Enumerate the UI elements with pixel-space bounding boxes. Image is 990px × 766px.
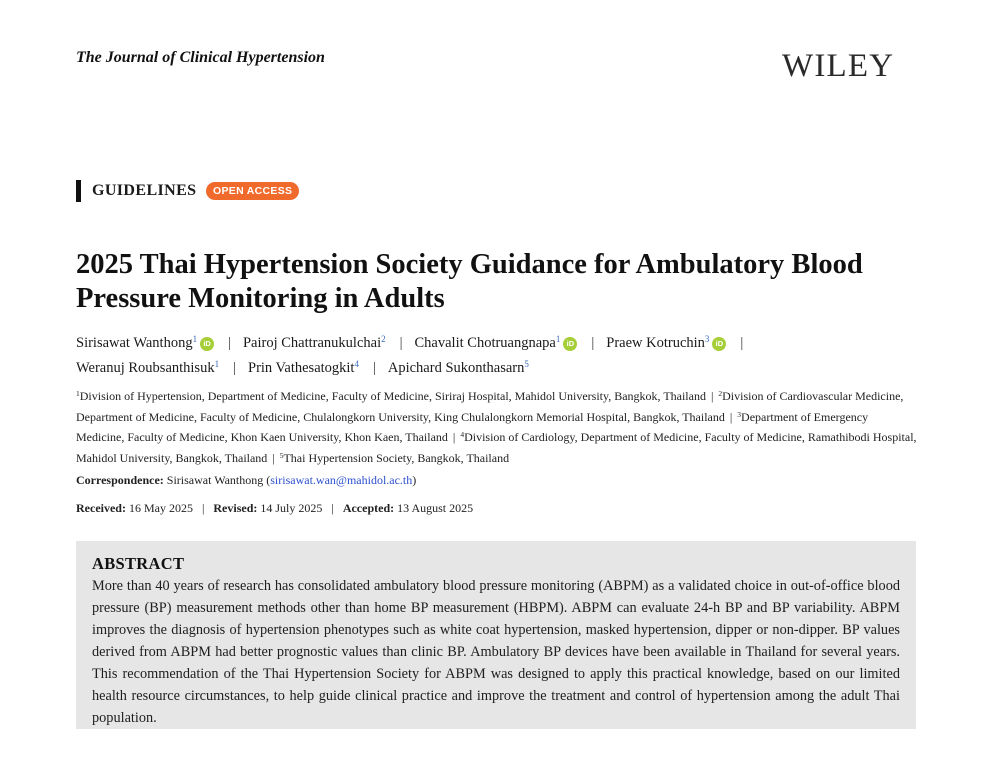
correspondence-email-link[interactable]: sirisawat.wan@mahidol.ac.th [270,473,413,487]
affiliation-marker[interactable]: 4 [354,359,359,369]
affiliation-separator: | [452,430,456,444]
article-title: 2025 Thai Hypertension Society Guidance for Ambulatory Blood Pressure Monitoring in Adults [76,249,863,314]
orcid-icon[interactable]: iD [200,337,214,351]
section-label: GUIDELINES [92,182,197,199]
date-separator: | [331,501,334,515]
author-separator: | [228,335,231,351]
author-separator: | [399,335,403,351]
author-name[interactable]: Sirisawat Wanthong [76,335,193,351]
abstract-heading: ABSTRACT [92,554,185,573]
affiliations [76,385,918,467]
affiliation-item [280,451,509,465]
open-access-badge: OPEN ACCESS [206,182,299,200]
author-name[interactable]: Pairoj Chattranukulchai [242,335,382,351]
received-date: 16 May 2025 [128,501,193,515]
affiliation-text: Division of Cardiology, Department of Medicine, Faculty of Medicine, Ramathibodi Hospital, Mahidol University, Bangkok, Thailand [76,430,917,465]
accepted-date: 13 August 2025 [397,501,474,515]
correspondence-name: Sirisawat Wanthong [166,473,264,487]
journal-name[interactable]: The Journal of Clinical Hypertension [76,49,325,66]
affiliation-number: 2 [718,389,723,398]
affiliation-number: 1 [76,389,80,398]
affiliation-text: Division of Hypertension, Department of Medicine, Faculty of Medicine, Siriraj Hospital, Mahidol University, Bangkok, Thailand [79,389,706,403]
affiliation-marker[interactable]: 3 [704,334,710,344]
received-label: Received: [76,501,126,515]
affiliation-number: 3 [737,409,742,419]
abstract-text: More than 40 years of research has consolidated ambulatory blood pressure monitoring (ABPM) as a validated choice in out-of-office blood pressure (BP) measurement methods other than home BP measurement (HBPM). ABPM can evaluate 24-h BP and BP variability. ABPM improves the diagnosis of hypertension phenotypes such as white coat hypertension, masked hypertension, dipper or non-dipper. BP values derived from ABPM had better prognostic values than clinic BP. Ambulatory BP devices have been available in Thailand for several years. This recommendation of the Thai Hypertension Society for ABPM was designed to apply this practical knowledge, based on our limited health resource circumstances, to help guide clinical practice and improve the treatment and control of hypertension among the adult Thai population. [92,578,900,726]
correspondence-label: Correspondence: [76,473,164,487]
affiliation-marker[interactable]: 2 [381,334,386,344]
author-item[interactable] [248,360,359,376]
affiliation-text: Department of Emergency Medicine, Faculty of Medicine, Khon Kaen University, Khon Kaen, Thailand [76,409,869,444]
affiliation-text: Division of Cardiovascular Medicine, Department of Medicine, Faculty of Medicine, Chulalongkorn University, King Chulalongkorn Memorial Hospital, Bangkok, Thailand [76,389,904,424]
affiliation-text: Thai Hypertension Society, Bangkok, Thailand [283,450,510,465]
affiliation-number: 5 [279,450,284,460]
author-separator: | [233,360,236,376]
author-name[interactable]: Weranuj Roubsanthisuk [76,360,215,376]
author-name[interactable]: Praew Kotruchin [606,335,705,351]
abstract-section [76,541,916,729]
affiliation-separator: | [710,389,714,403]
affiliation-number: 4 [460,430,465,439]
affiliation-separator: | [729,409,733,424]
author-list [76,329,936,379]
affiliation-marker[interactable]: 5 [524,359,529,369]
author-name[interactable]: Prin Vathesatogkit [248,360,355,376]
author-item[interactable] [76,360,219,376]
orcid-icon[interactable]: iD [712,337,726,351]
author-item[interactable] [415,335,578,351]
affiliation-marker[interactable]: 1 [192,334,198,344]
author-item[interactable] [76,335,214,351]
affiliation-marker[interactable]: 1 [555,334,561,344]
author-name[interactable]: Chavalit Chotruangnapa [414,335,556,351]
correspondence: Correspondence: Sirisawat Wanthong (sirisawat.wan@mahidol.ac.th) [76,473,417,487]
publication-dates [76,501,473,516]
author-separator: | [372,360,376,376]
revised-date: 14 July 2025 [260,501,323,515]
accepted-label: Accepted: [342,501,395,515]
affiliation-item [76,389,706,403]
author-name[interactable]: Apichard Sukonthasarn [387,360,525,376]
affiliation-marker[interactable]: 1 [214,359,220,369]
author-item[interactable] [388,360,529,376]
affiliation-separator: | [272,450,275,465]
author-separator: | [740,335,744,351]
publisher-logo[interactable]: WILEY [782,48,895,84]
author-separator: | [591,335,595,351]
author-item[interactable] [606,335,726,351]
orcid-icon[interactable]: iD [563,337,577,351]
section-marker [76,180,81,202]
date-separator: | [201,501,205,515]
revised-label: Revised: [213,501,258,515]
author-item[interactable] [243,335,386,351]
